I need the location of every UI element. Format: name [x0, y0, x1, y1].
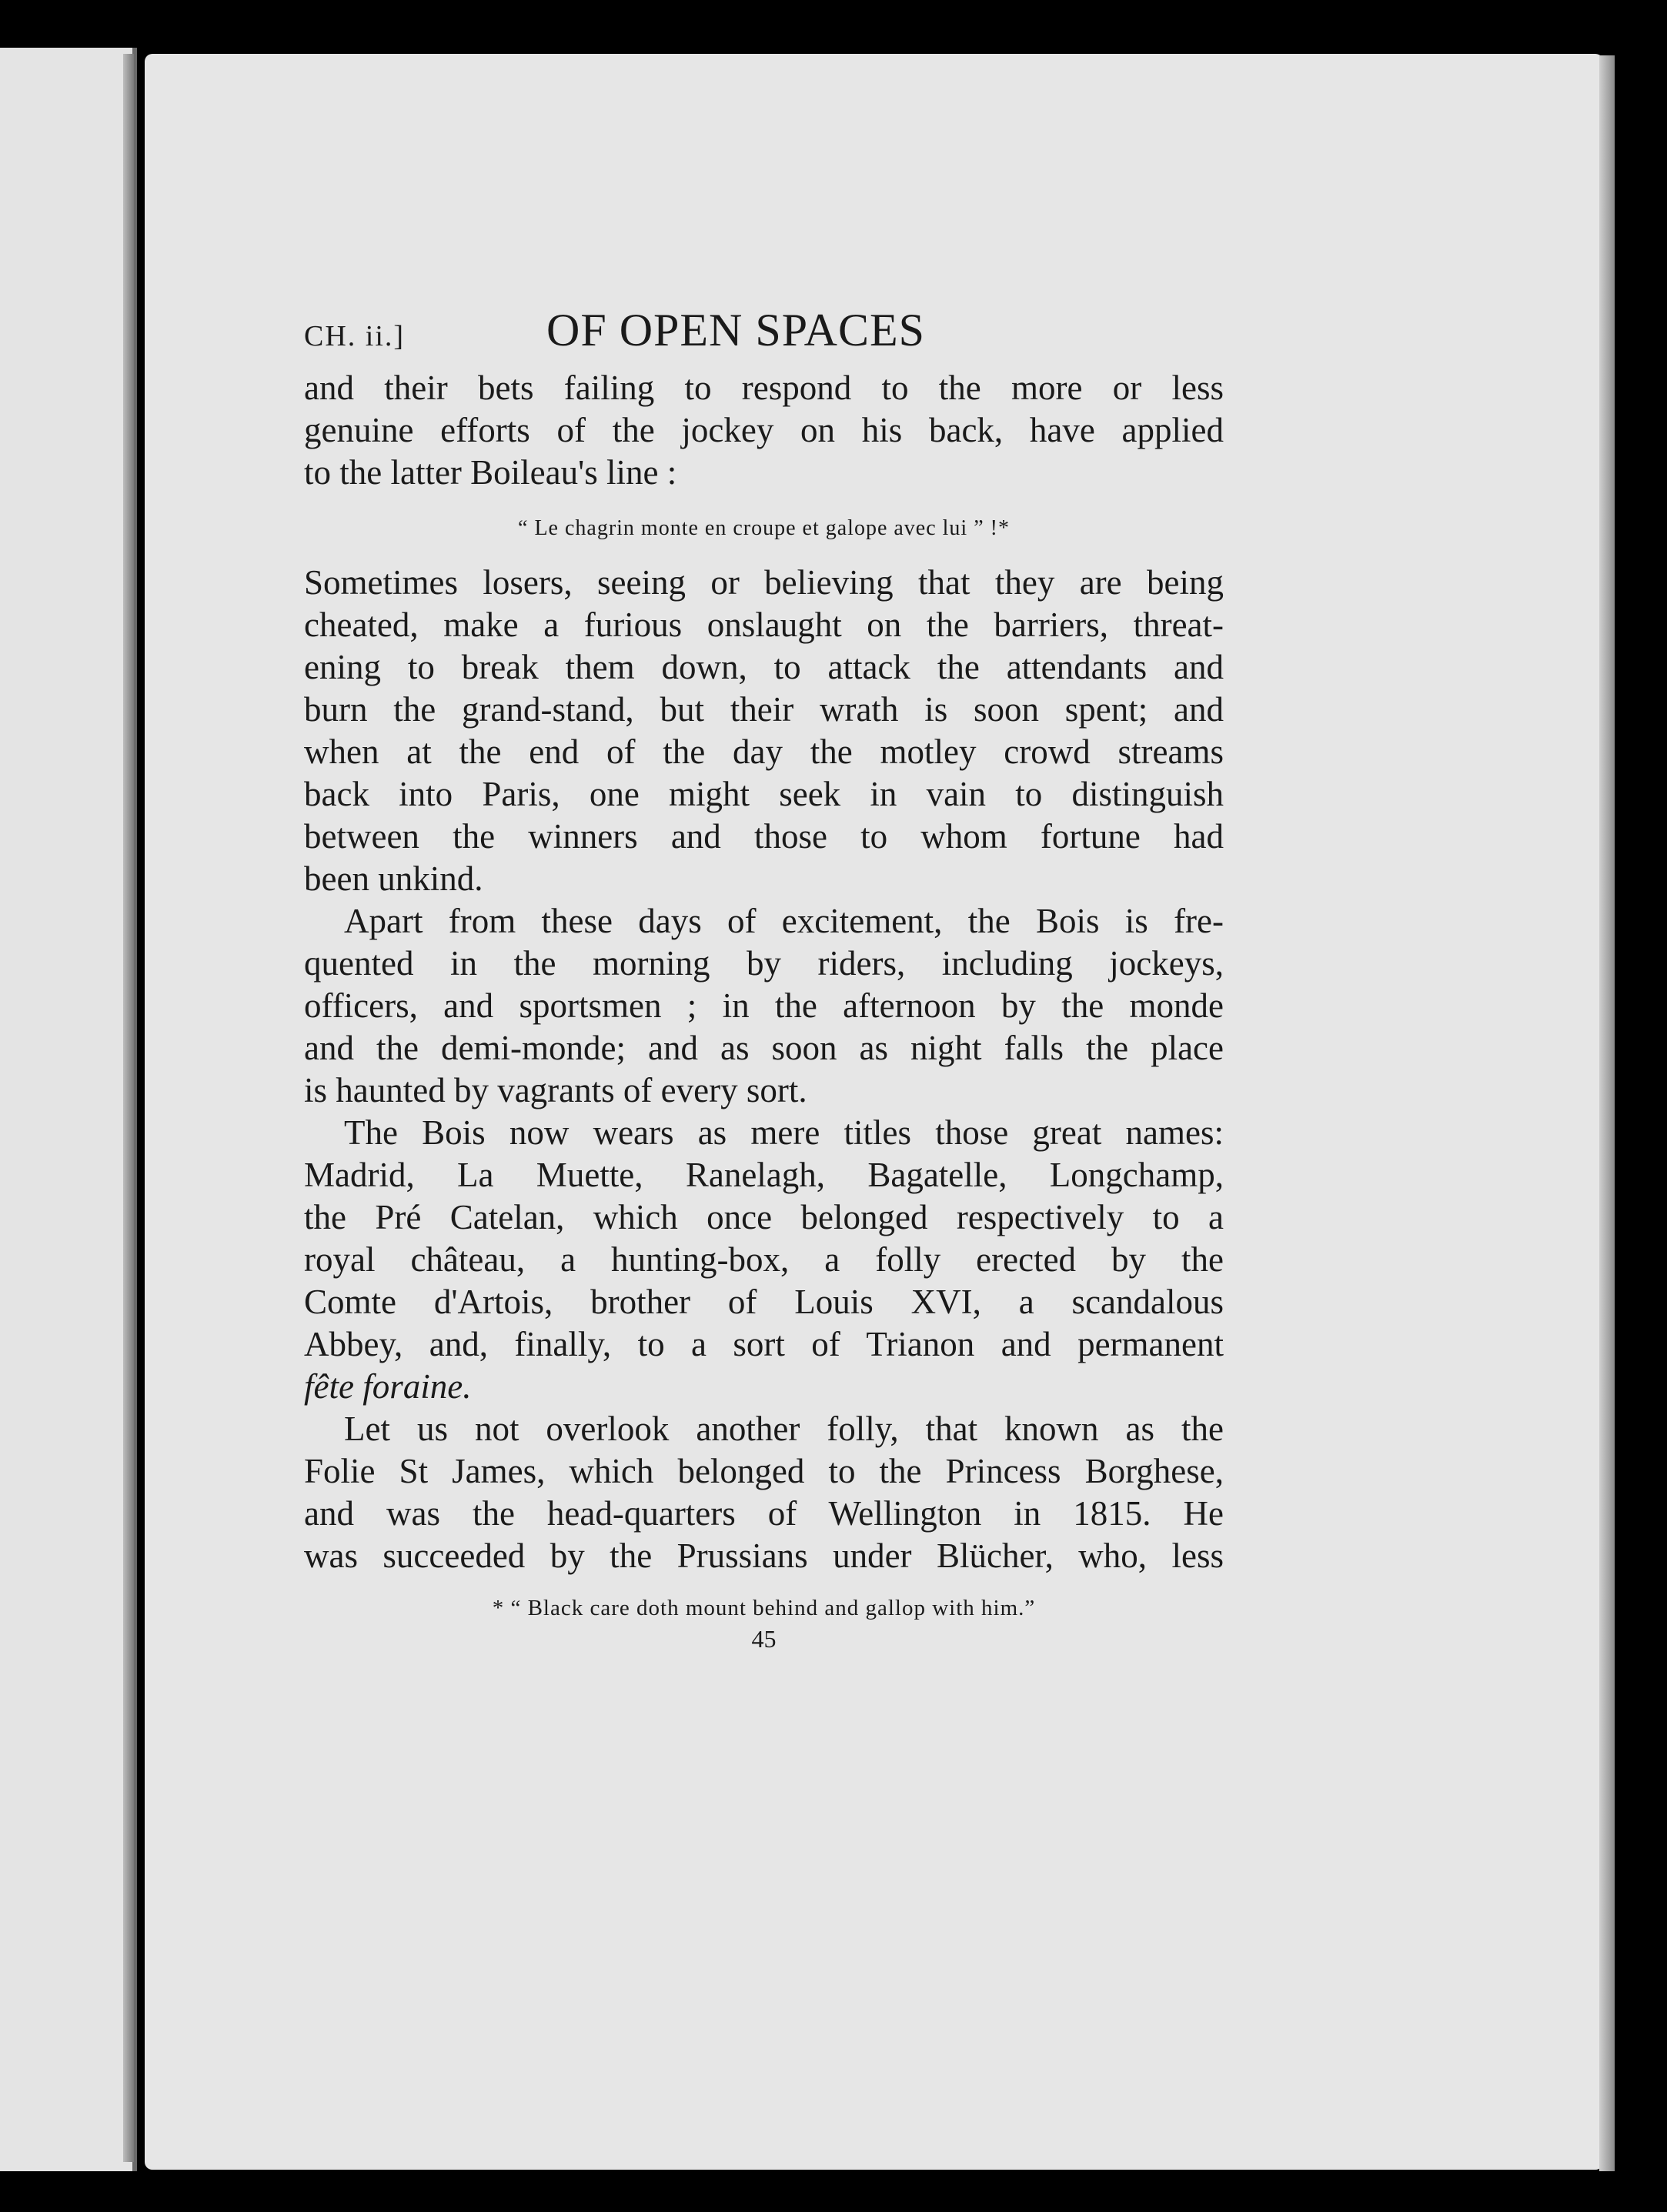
text-line: to the latter Boileau's line : — [304, 453, 677, 492]
text-line: royal château, a hunting-box, a folly erected by the — [304, 1240, 1224, 1279]
footnote: * “ Black care doth mount behind and gallop with him.” — [492, 1596, 1036, 1620]
body-text — [304, 367, 1224, 1577]
text-line: genuine efforts of the jockey on his back, have applied — [304, 411, 1224, 449]
text-line: back into Paris, one might seek in vain to distinguish — [304, 775, 1224, 813]
page-number: 45 — [751, 1625, 777, 1653]
text-line: Let us not overlook another folly, that known as the — [344, 1410, 1224, 1448]
page-text-block — [304, 304, 1224, 1654]
text-line: the Pré Catelan, which once belonged respectively to a — [304, 1198, 1224, 1236]
running-title: OF OPEN SPACES — [546, 305, 925, 355]
text-line: Madrid, La Muette, Ranelagh, Bagatelle, Longchamp, — [304, 1156, 1224, 1194]
text-line: when at the end of the day the motley crowd streams — [304, 732, 1224, 771]
text-line: Comte d'Artois, brother of Louis XVI, a scandalous — [304, 1283, 1224, 1321]
text-line: cheated, make a furious onslaught on the barriers, threat- — [304, 606, 1224, 644]
text-line: and the demi-monde; and as soon as night falls the place — [304, 1029, 1224, 1067]
text-line: burn the grand-stand, but their wrath is soon spent; and — [304, 690, 1224, 729]
left-page-edge — [0, 48, 137, 2171]
text-line: Folie St James, which belonged to the Princess Borghese, — [304, 1452, 1224, 1490]
right-page-edge — [1599, 55, 1615, 2171]
text-line: and their bets failing to respond to the more or less — [304, 369, 1224, 407]
book-gutter-shadow — [123, 54, 134, 2162]
text-line: fête foraine. — [304, 1367, 472, 1406]
text-line: was succeeded by the Prussians under Blücher, who, less — [304, 1536, 1224, 1575]
running-header — [304, 304, 1224, 367]
text-line: is haunted by vagrants of every sort. — [304, 1071, 807, 1109]
text-line: ening to break them down, to attack the attendants and — [304, 648, 1224, 686]
text-line: officers, and sportsmen ; in the afternoon by the monde — [304, 986, 1224, 1025]
chapter-marker: CH. ii.] — [304, 320, 406, 352]
block-quote: “ Le chagrin monte en croupe et galope avec lui ” !* — [518, 516, 1010, 540]
text-line: been unkind. — [304, 859, 483, 898]
text-line: Abbey, and, finally, to a sort of Trianon and permanent — [304, 1325, 1224, 1363]
text-line: Apart from these days of excitement, the Bois is fre- — [344, 902, 1224, 940]
text-line: The Bois now wears as mere titles those great names: — [344, 1113, 1224, 1152]
text-line: quented in the morning by riders, including jockeys, — [304, 944, 1224, 983]
text-line: and was the head-quarters of Wellington in 1815. He — [304, 1494, 1224, 1533]
text-line: Sometimes losers, seeing or believing that they are being — [304, 563, 1224, 602]
text-line: between the winners and those to whom fortune had — [304, 817, 1224, 856]
